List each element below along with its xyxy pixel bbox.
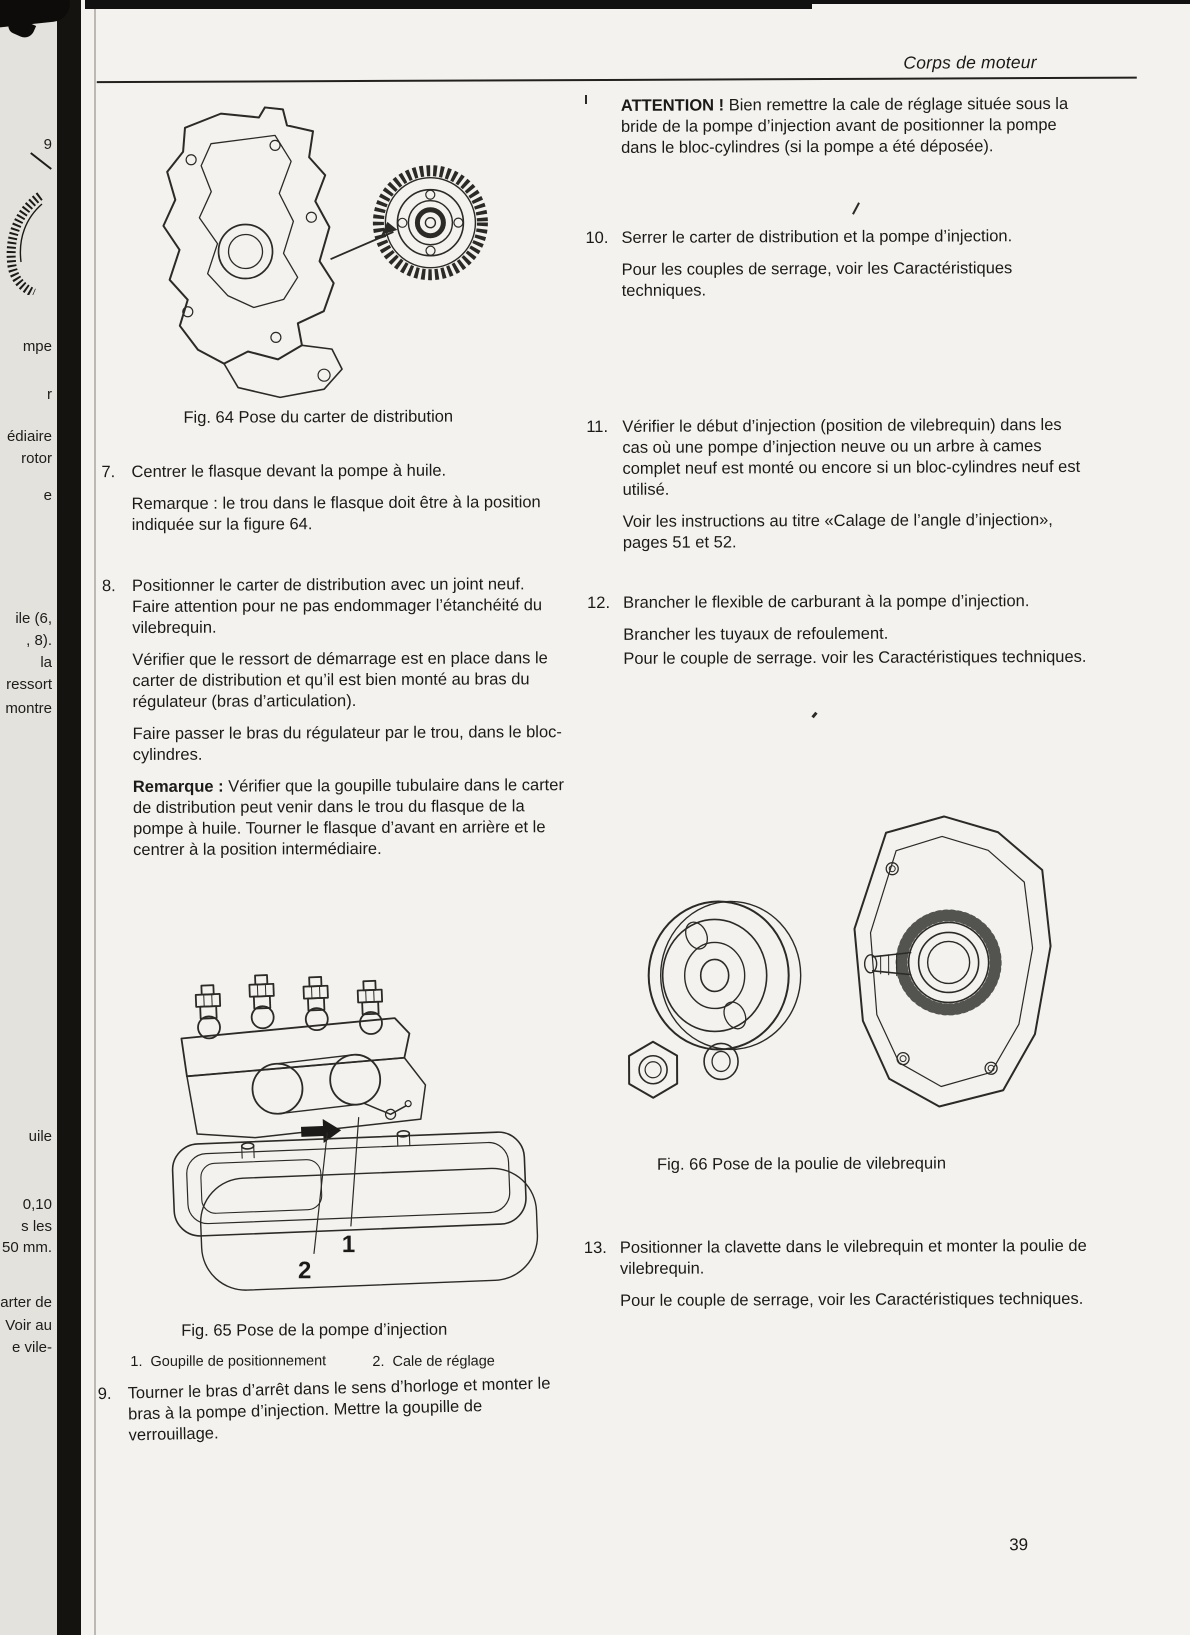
item-7-remark: Remarque : le trou dans le flasque doit être à la position indiquée sur la figure 64.: [131, 493, 541, 535]
page-number: 39: [1009, 1535, 1029, 1555]
crankshaft-pulley-illustration: [600, 806, 1061, 1143]
header-rule: [97, 77, 1137, 84]
item-10-number: 10.: [585, 228, 609, 248]
item-12-number: 12.: [587, 593, 611, 613]
legend-1-text: Goupille de positionnement: [150, 1353, 327, 1370]
margin-fragment: 50 mm.: [1, 1239, 52, 1256]
item-13-number: 13.: [583, 1238, 607, 1258]
item-11: [586, 415, 1089, 554]
attention-lead: ATTENTION !: [620, 96, 725, 115]
item-10-body: [621, 226, 1087, 302]
margin-fragment: s les: [21, 1218, 52, 1235]
margin-fragment: e: [43, 487, 52, 504]
item-7: [101, 460, 563, 536]
item-11-text: Vérifier le début d’injection (position de vilebrequin) dans les cas où une pompe d’injection neuve ou un arbre à cames complet neuf est monté ou encore si un bloc-cylindres neuf est utilisé.: [622, 415, 1081, 499]
item-12-text: Brancher le flexible de carburant à la pompe d’injection.: [623, 592, 1030, 612]
item-11-sub: Voir les instructions au titre «Calage de l’angle d’injection», pages 51 et 52.: [622, 510, 1053, 552]
item-10: [585, 226, 1087, 302]
attention-note: [621, 94, 1085, 159]
item-8-paragraph-2: Vérifier que le ressort de démarrage est en place dans le carter de distribution et qu’il est bien monté au bras du régulateur (bras d’articulation).: [132, 649, 548, 712]
item-8-paragraph-3: Faire passer le bras du régulateur par le trou, dans le bloc-cylindres.: [132, 723, 562, 765]
camshaft-gear: [378, 170, 482, 274]
item-8-paragraph-1: Positionner le carter de distribution avec un joint neuf. Faire attention pour ne pas endommager l’étanchéité du vilebrequin.: [131, 575, 543, 638]
item-8-remark-rest: Vérifier que la goupille tubulaire dans le carter de distribution peut venir dans le trou du flasque de la pompe à huile. Tourner le flasque d’avant en arrière et le centrer à la position intermédiaire.: [132, 776, 564, 860]
margin-fragment: Voir au: [5, 1317, 52, 1334]
item-9-body: [127, 1373, 573, 1446]
item-8-remark: [133, 775, 565, 861]
item-8-remark-lead: Remarque :: [132, 777, 224, 797]
timing-cover-and-gear-illustration: [125, 100, 516, 407]
margin-fragment: rotor: [21, 450, 52, 467]
crankshaft-pulley: [648, 901, 801, 1050]
item-8: [102, 574, 565, 861]
delivery-valve-fittings: [195, 971, 383, 1041]
figure-66-caption: Fig. 66 Pose de la poulie de vilebrequin: [656, 1154, 947, 1174]
item-7-number: 7.: [101, 463, 116, 482]
item-13-body: [620, 1236, 1092, 1312]
margin-fragment: r: [47, 386, 52, 403]
item-7-body: [131, 460, 563, 536]
leader-line-1: [347, 1118, 363, 1226]
margin-fragment: mpe: [22, 338, 52, 355]
item-8-body: [132, 574, 565, 861]
item-13-sub: Pour le couple de serrage, voir les Caractéristiques techniques.: [620, 1289, 1084, 1310]
margin-fragment: édiaire: [6, 428, 52, 445]
item-9-number: 9.: [97, 1384, 112, 1404]
item-9: [97, 1373, 573, 1447]
item-13: [584, 1236, 1092, 1312]
margin-fragment: uile: [28, 1128, 52, 1145]
pump-body: [181, 1017, 427, 1140]
legend-2-text: Cale de réglage: [392, 1353, 495, 1370]
item-9-text: Tourner le bras d’arrêt dans le sens d’horloge et monter le bras à la pompe d’injection. Mettre la goupille de verrouillage.: [127, 1374, 551, 1445]
leader-line-2: [309, 1133, 332, 1254]
margin-fragment: la: [40, 654, 52, 671]
item-12-sub-1: Brancher les tuyaux de refoulement.: [623, 624, 889, 644]
attention-rest: Bien remettre la cale de réglage située sous la bride de la pompe d’injection avant de positionner la pompe dans le bloc-cylindres (si la pompe a été déposée).: [620, 94, 1069, 157]
margin-fragment: montre: [5, 700, 52, 717]
running-header: Corps de moteur: [903, 52, 1037, 73]
item-12: [587, 591, 1089, 670]
figure-65-legend-2: [372, 1353, 495, 1370]
item-7-text: Centrer le flasque devant la pompe à huile.: [131, 461, 447, 482]
item-8-number: 8.: [101, 577, 116, 596]
item-10-text: Serrer le carter de distribution et la pompe d’injection.: [621, 227, 1013, 247]
pointer-arrow: [330, 222, 397, 259]
timing-cover-outline: [163, 107, 342, 398]
figure-65-caption: Fig. 65 Pose de la pompe d’injection: [181, 1320, 448, 1340]
figure-65-legend-1: [130, 1353, 326, 1370]
figure-64-caption: Fig. 64 Pose du carter de distribution: [183, 407, 454, 427]
item-10-sub: Pour les couples de serrage, voir les Caractéristiques techniques.: [621, 259, 1013, 300]
item-11-number: 11.: [586, 417, 609, 437]
margin-fragment: e vile-: [11, 1339, 52, 1356]
margin-fragment: , 8).: [26, 632, 52, 649]
item-12-sub-2: Pour le couple de serrage. voir les Caractéristiques techniques.: [623, 647, 1087, 668]
attention-paragraph: [621, 94, 1085, 159]
margin-fragment: 0,10: [22, 1196, 52, 1213]
item-13-text: Positionner la clavette dans le vilebrequin et monter la poulie de vilebrequin.: [619, 1236, 1087, 1278]
legend-1-number: 1.: [130, 1353, 143, 1371]
margin-fragment: ressort: [6, 676, 52, 693]
item-12-body: [623, 591, 1089, 670]
pulley-nut: [629, 1042, 677, 1098]
figure-65-label-1: 1: [341, 1231, 356, 1259]
margin-fragment: ile (6,: [15, 610, 52, 627]
item-11-body: [622, 415, 1089, 554]
margin-fragment: 9: [43, 136, 52, 153]
injection-pump-illustration: [151, 965, 543, 1312]
timing-cover-plate: [854, 816, 1051, 1107]
figure-64-timing-cover-drawing: [125, 100, 516, 407]
margin-fragment: arter de: [0, 1294, 52, 1311]
legend-2-number: 2.: [372, 1353, 385, 1370]
figure-66-crankshaft-pulley-drawing: [600, 806, 1061, 1143]
mounting-flange: [171, 1126, 539, 1293]
figure-65-label-2: 2: [297, 1257, 312, 1285]
figure-65-injection-pump-drawing: [151, 965, 543, 1312]
